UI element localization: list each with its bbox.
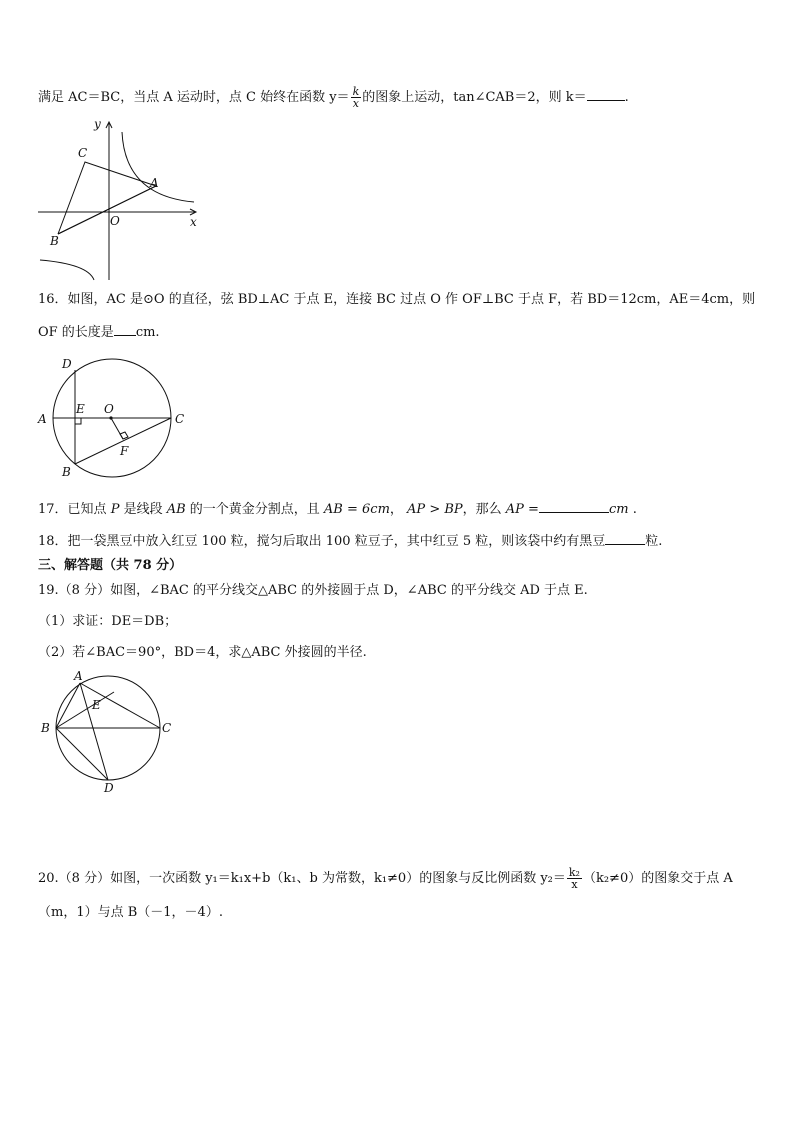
fig15-label-b: B <box>50 234 59 248</box>
q15-part2: 的图象上运动，tan∠CAB＝2，则 k＝ <box>362 90 587 105</box>
fig19-label-e: E <box>92 698 101 712</box>
q19-line2: （1）求证：DE＝DB； <box>38 614 178 629</box>
fig15-label-x: x <box>190 215 197 229</box>
q15-frac-num: k <box>352 85 360 98</box>
q17-end: . <box>628 502 637 517</box>
q20-frac-num: k₂ <box>568 866 580 879</box>
fig19-label-a: A <box>74 669 83 683</box>
fig16-label-b: B <box>62 465 71 479</box>
q17-ask: AP = <box>505 502 539 517</box>
fig15-label-y: y <box>94 117 101 131</box>
fig19-label-d: D <box>104 781 114 795</box>
q17-point-p: P <box>110 502 120 517</box>
fig15-label-o: O <box>110 214 120 228</box>
q17-answer-blank[interactable] <box>539 498 609 513</box>
q18-text <box>38 530 662 552</box>
q17-segment-ab: AB <box>166 502 186 517</box>
figure-15 <box>30 114 230 284</box>
q20-frac-den: x <box>571 878 578 891</box>
q16-answer-blank[interactable] <box>114 321 136 336</box>
fig15-label-a: A <box>150 176 159 190</box>
q15-fraction <box>351 86 362 109</box>
q20-fraction <box>567 867 582 890</box>
q18-answer-blank[interactable] <box>605 530 645 545</box>
figure-16 <box>32 354 202 484</box>
q18-end: 粒. <box>645 534 663 549</box>
section-3-heading: 三、解答题（共 78 分） <box>38 558 183 573</box>
q15-end: . <box>624 90 629 105</box>
q17-c: 的一个黄金分割点，且 <box>185 502 324 517</box>
q20-line2: （m，1）与点 B（－1，－4）. <box>38 905 223 920</box>
fig19-label-b: B <box>41 721 50 735</box>
q15-answer-blank[interactable] <box>587 86 625 101</box>
q17-a: 17．已知点 <box>38 502 111 517</box>
q17-d: ， <box>389 502 408 517</box>
q15-frac-den: x <box>352 97 359 110</box>
q16-line2 <box>38 321 160 343</box>
q15-text <box>38 86 629 109</box>
q16-line2b: cm. <box>135 325 160 340</box>
q15-part1: 满足 AC＝BC，当点 A 运动时，点 C 始终在函数 y＝ <box>38 90 350 105</box>
q19-line3: （2）若∠BAC＝90°，BD＝4，求△ABC 外接圆的半径. <box>38 645 367 660</box>
fig16-label-f: F <box>120 444 129 458</box>
q20-part1: 20.（8 分）如图，一次函数 y₁＝k₁x+b（k₁、b 为常数，k₁≠0）的图象与反比例函数 y₂＝ <box>38 871 566 886</box>
fig16-label-a: A <box>38 412 47 426</box>
q16-line2a: OF 的长度是 <box>38 325 114 340</box>
fig16-label-c: C <box>175 412 185 426</box>
q20-part2: （k₂≠0）的图象交于点 A <box>582 871 733 886</box>
q17-unit: cm <box>608 502 629 517</box>
q17-text <box>38 498 637 520</box>
fig15-label-c: C <box>78 146 88 160</box>
q20-line1 <box>38 867 733 890</box>
q17-condition-2: AP > BP <box>407 502 463 517</box>
q18-body: 18．把一袋黑豆中放入红豆 100 粒，搅匀后取出 100 粒豆子，其中红豆 5 粒，则该袋中约有黑豆 <box>38 534 606 549</box>
fig16-label-d: D <box>62 357 72 371</box>
fig19-label-c: C <box>162 721 172 735</box>
fig16-label-e: E <box>76 402 85 416</box>
q17-b: 是线段 <box>119 502 167 517</box>
q19-line1: 19.（8 分）如图，∠BAC 的平分线交△ABC 的外接圆于点 D，∠ABC 的平分线交 AD 于点 E. <box>38 583 588 598</box>
fig16-label-o: O <box>104 402 114 416</box>
q16-line1: 16．如图，AC 是⊙O 的直径，弦 BD⊥AC 于点 E，连接 BC 过点 O 作 OF⊥BC 于点 F，若 BD＝12cm，AE＝4cm，则 <box>38 292 756 307</box>
figure-19 <box>36 668 181 798</box>
q17-e: ，那么 <box>462 502 506 517</box>
q17-condition-1: AB = 6cm <box>323 502 390 517</box>
